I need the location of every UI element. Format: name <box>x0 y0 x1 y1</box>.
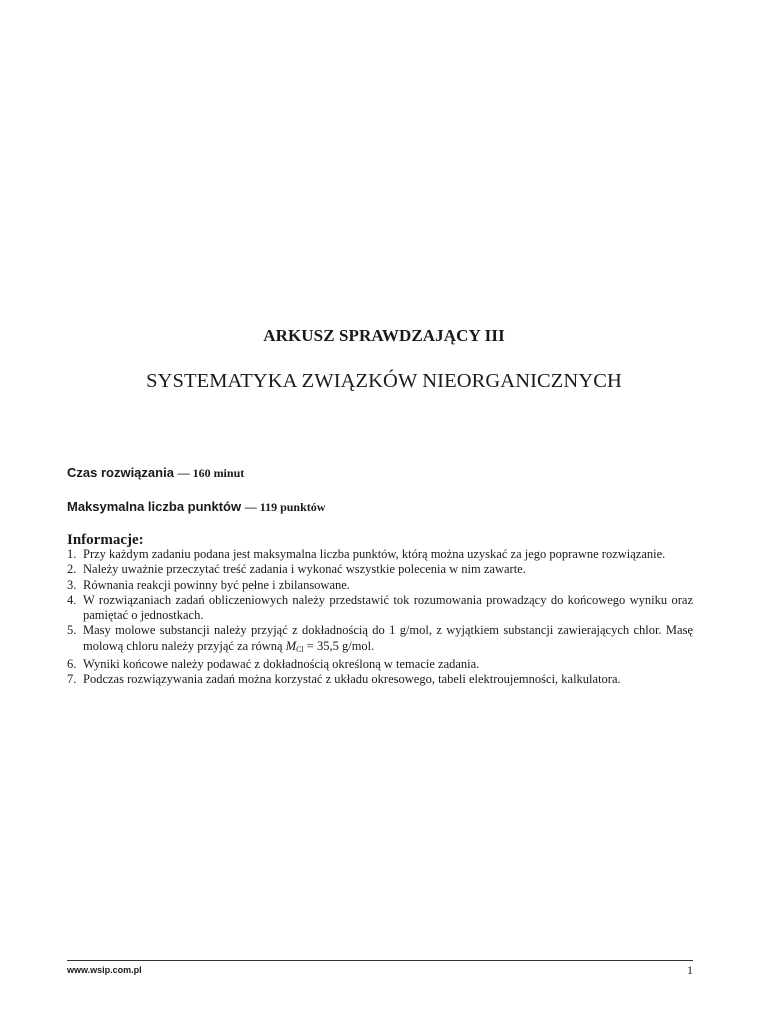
item-number: 1. <box>67 547 77 561</box>
item-number: 3. <box>67 577 77 592</box>
item-number: 5. <box>67 623 77 638</box>
list-item <box>67 623 693 657</box>
sheet-subtitle: SYSTEMATYKA ZWIĄZKÓW NIEORGANICZNYCH <box>146 370 622 392</box>
molar-mass-symbol: M <box>285 638 297 653</box>
footer-divider <box>67 960 693 961</box>
list-item <box>67 562 693 577</box>
time-line <box>67 465 244 481</box>
sheet-title: ARKUSZ SPRAWDZAJĄCY III <box>263 326 505 345</box>
page-number: 1 <box>687 963 693 977</box>
list-item <box>67 547 693 562</box>
item-number: 4. <box>67 592 77 607</box>
points-label: Maksymalna liczba punktów <box>67 499 242 514</box>
info-heading: Informacje: <box>67 532 144 548</box>
item-text-part: Masy molowe substancji należy przyjąć z dokładnością do 1 g/mol, z wyjątkiem substancji zawierających chlor. Masę molową chloru należy przyjąć za równą <box>83 623 693 653</box>
info-list <box>67 547 693 688</box>
item-number: 2. <box>67 562 77 577</box>
points-value: — 119 punktów <box>244 500 326 514</box>
list-item <box>67 657 693 672</box>
item-text-part: = 35,5 g/mol. <box>303 638 375 653</box>
points-line <box>67 499 325 515</box>
time-label: Czas rozwiązania <box>67 465 174 480</box>
footer-url: www.wsip.com.pl <box>67 965 142 975</box>
list-item <box>67 593 693 624</box>
item-text: W rozwiązaniach zadań obliczeniowych należy przedstawić tok rozumowania prowadzący do końcowego wyniku oraz pamiętać o jednostkach. <box>83 592 693 623</box>
time-value: — 160 minut <box>177 466 245 480</box>
item-number: 7. <box>67 672 77 687</box>
item-text: Należy uważnie przeczytać treść zadania i wykonać wszystkie polecenia w nim zawarte. <box>83 562 526 577</box>
item-text: Wyniki końcowe należy podawać z dokładnością określoną w temacie zadania. <box>83 657 480 672</box>
item-text: Równania reakcji powinny być pełne i zbilansowane. <box>83 577 350 592</box>
item-number: 6. <box>67 657 77 672</box>
list-item <box>67 672 693 687</box>
item-text: Podczas rozwiązywania zadań można korzystać z układu okresowego, tabeli elektroujemności, kalkulatora. <box>83 672 621 687</box>
item-text <box>83 623 693 657</box>
list-item <box>67 578 693 593</box>
molar-mass-subscript: Cl <box>296 644 304 654</box>
item-text: Przy każdym zadaniu podana jest maksymalna liczba punktów, którą można uzyskać za jego poprawne rozwiązanie. <box>83 547 666 561</box>
